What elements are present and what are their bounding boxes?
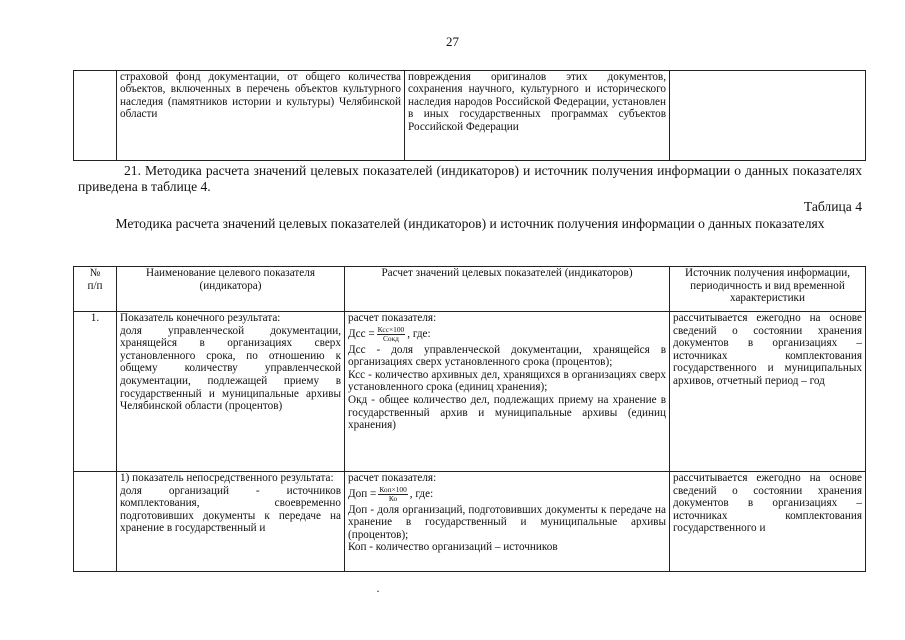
calc-cell	[345, 312, 670, 472]
page-number: 27	[446, 34, 459, 49]
formula	[348, 486, 433, 503]
table-row	[74, 472, 866, 572]
calc-intro: расчет показателя:	[348, 472, 437, 484]
source-text: рассчитывается ежегодно на основе сведений о состоянии хранения документов в организациях – источниках комплектования государственного и	[670, 472, 866, 572]
formula-tail: , где:	[407, 327, 431, 340]
table-title: Методика расчета значений целевых показателей (индикаторов) и источник получения информации о данных показателях	[115, 216, 825, 231]
source-text: рассчитывается ежегодно на основе сведений о состоянии хранения документов в организациях – источниках комплектования государственного и муниципальных архивов, отчетный период – год	[670, 312, 866, 472]
calc-body: Доп - доля организаций, подготовивших документы к передаче на хранение в государственный и муниципальные архивы (процентов); Коп - количество организаций – источников	[348, 503, 666, 554]
formula-numerator: Коп×100	[379, 484, 407, 494]
header-source: Источник получения информации, периодичность и вид временной характеристики	[670, 267, 866, 312]
formula-lhs: Доп =	[348, 487, 377, 500]
table-row	[74, 71, 866, 161]
indicators-table	[73, 266, 866, 572]
calc-body: Дсс - доля управленческой документации, хранящейся в организациях сверх установленного срока (процентов); Ксс - количество архивных дел, хранящихся в организациях сверх установленного срока (единиц хранения); Окд - общее количество дел, подлежащих приему на хранение в государственный архив и муниципальные архивы (единиц хранения)	[348, 343, 666, 432]
formula-numerator: Ксс×100	[377, 324, 405, 334]
indicator-name: Показатель конечного результата: доля управленческой документации, хранящейся в организациях сверх установленного срока, по отношению к общему количеству управленческой документации, подлежащей приему в государственный и муниципальные архивы Челябинской области (процентов)	[117, 312, 345, 472]
table-caption: Таблица 4	[803, 199, 862, 214]
table-cell-source	[670, 71, 866, 161]
formula-fraction	[378, 486, 407, 503]
table-cell-num	[74, 71, 117, 161]
indicator-name: 1) показатель непосредственного результата: доля организаций - источников комплектования, своевременно подготовивших документы к передаче на хранение в государственный и	[117, 472, 345, 572]
table-cell-name: страховой фонд документации, от общего количества объектов, включенных в перечень объектов культурного наследия (памятников истории и культуры) Челябинской области	[117, 71, 405, 161]
header-name: Наименование целевого показателя (индикатора)	[117, 267, 345, 312]
table-cell-calc: повреждения оригиналов этих документов, сохранения научного, культурного и исторического наследия народов Российской Федерации, установлен в иных государственных программах субъектов Российской Федерации	[405, 71, 670, 161]
formula-lhs: Дсс =	[348, 327, 375, 340]
formula-denominator: Сокд	[382, 333, 399, 343]
header-num: № п/п	[74, 267, 117, 312]
table-row	[74, 312, 866, 472]
continued-table	[73, 70, 866, 161]
row-number: 1.	[74, 312, 117, 472]
paragraph-21: 21. Методика расчета значений целевых показателей (индикаторов) и источник получения информации о данных показателях приведена в таблице 4.	[78, 163, 862, 194]
formula	[348, 326, 431, 343]
table-header-row	[74, 267, 866, 312]
formula-tail: , где:	[409, 487, 434, 500]
formula-fraction	[377, 326, 406, 343]
calc-intro: расчет показателя:	[348, 312, 437, 324]
stray-mark: ·	[376, 584, 380, 598]
formula-denominator: Ко	[388, 493, 398, 503]
header-calc: Расчет значений целевых показателей (индикаторов)	[345, 267, 670, 312]
calc-cell	[345, 472, 670, 572]
row-number	[74, 472, 117, 572]
